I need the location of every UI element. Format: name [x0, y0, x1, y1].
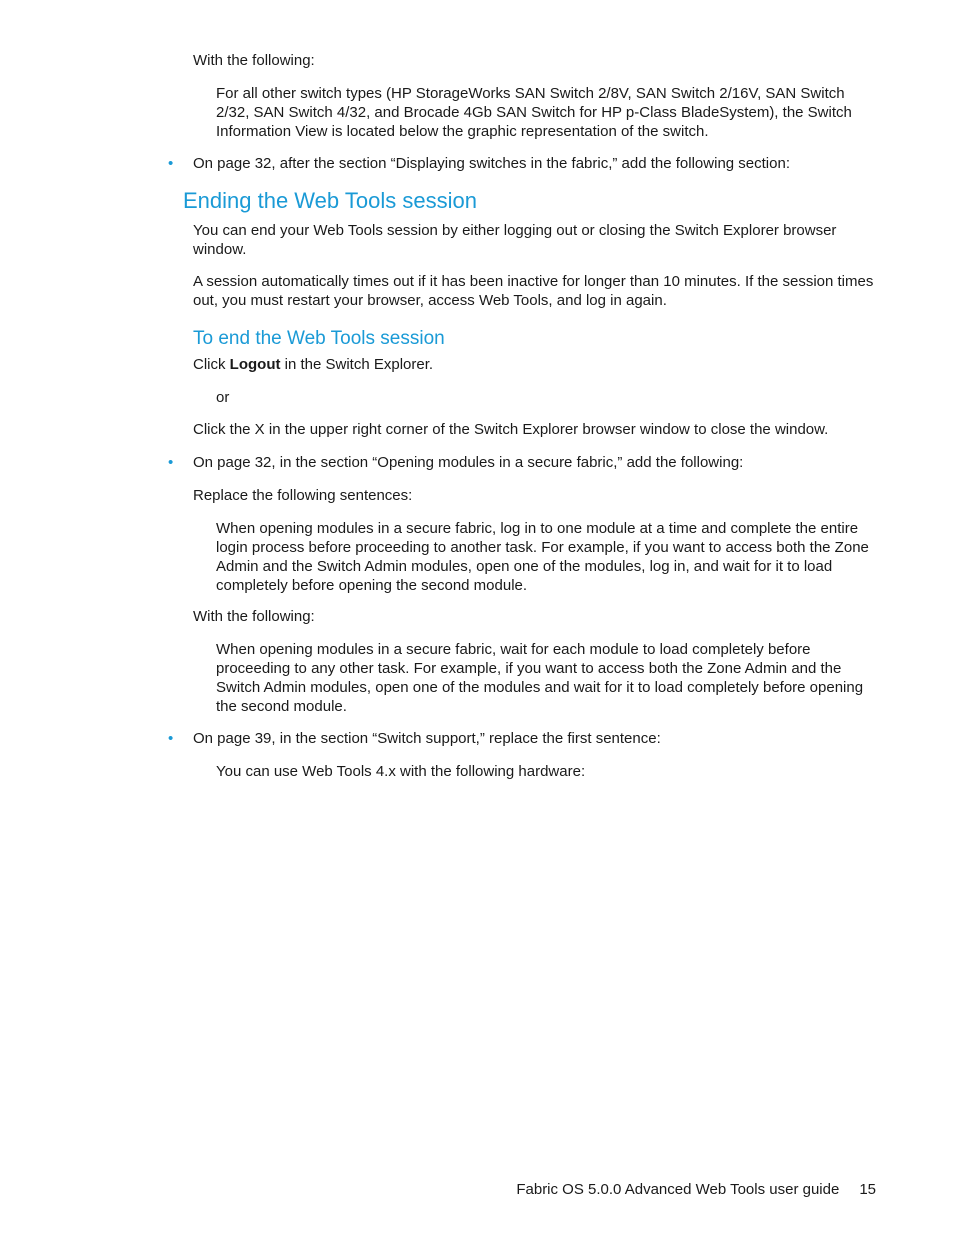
bullet-text-3: On page 39, in the section “Switch support,” replace the first sentence: [193, 730, 661, 747]
para-new-modules: When opening modules in a secure fabric, wait for each module to load completely before proceeding to any other task. For example, if you want to access both the Zone Admin and the Switch Admin modules, open one of the modules and wait for it to load completely before opening the second module. [216, 641, 864, 715]
or-text: or [216, 389, 230, 406]
bullet-icon: • [168, 155, 174, 172]
para-switch-types: For all other switch types (HP StorageWorks SAN Switch 2/8V, SAN Switch 2/16V, SAN Switch 2/32, SAN Switch 4/32, and Brocade 4Gb SAN Switch for HP p-Class BladeSystem), the Switch Information View is located below the graphic representation of the switch. [216, 85, 852, 140]
bullet-text-2: On page 32, in the section “Opening modules in a secure fabric,” add the following: [193, 454, 744, 471]
subheading-to-end: To end the Web Tools session [193, 328, 445, 349]
logout-bold: Logout [229, 356, 281, 373]
footer-title: Fabric OS 5.0.0 Advanced Web Tools user guide [516, 1181, 840, 1198]
click-prefix: Click [193, 356, 230, 373]
intro-with-following: With the following: [193, 52, 315, 69]
para-end-session: You can end your Web Tools session by either logging out or closing the Switch Explorer browser window. [193, 222, 837, 258]
para-hardware: You can use Web Tools 4.x with the following hardware: [216, 763, 586, 780]
click-x-line: Click the X in the upper right corner of the Switch Explorer browser window to close the window. [193, 421, 829, 438]
bullet-icon: • [168, 454, 174, 471]
click-suffix: in the Switch Explorer. [280, 356, 434, 373]
with-following-2: With the following: [193, 608, 315, 625]
bullet-icon: • [168, 730, 174, 747]
para-old-modules: When opening modules in a secure fabric, log in to one module at a time and complete the entire login process before proceeding to another task. For example, if you want to access both the Zone Admin and the Switch Admin modules, open one of the modules, log in, and wait for it to load completely before opening the second module. [216, 520, 869, 594]
heading-ending-session: Ending the Web Tools session [183, 188, 477, 213]
bullet-text-1: On page 32, after the section “Displaying switches in the fabric,” add the following section: [193, 155, 790, 172]
replace-sentences: Replace the following sentences: [193, 487, 413, 504]
page-number: 15 [859, 1181, 876, 1198]
page-footer [440, 1180, 876, 1199]
para-timeout: A session automatically times out if it has been inactive for longer than 10 minutes. If the session times out, you must restart your browser, access Web Tools, and log in again. [193, 273, 874, 309]
click-logout-line [193, 355, 883, 374]
